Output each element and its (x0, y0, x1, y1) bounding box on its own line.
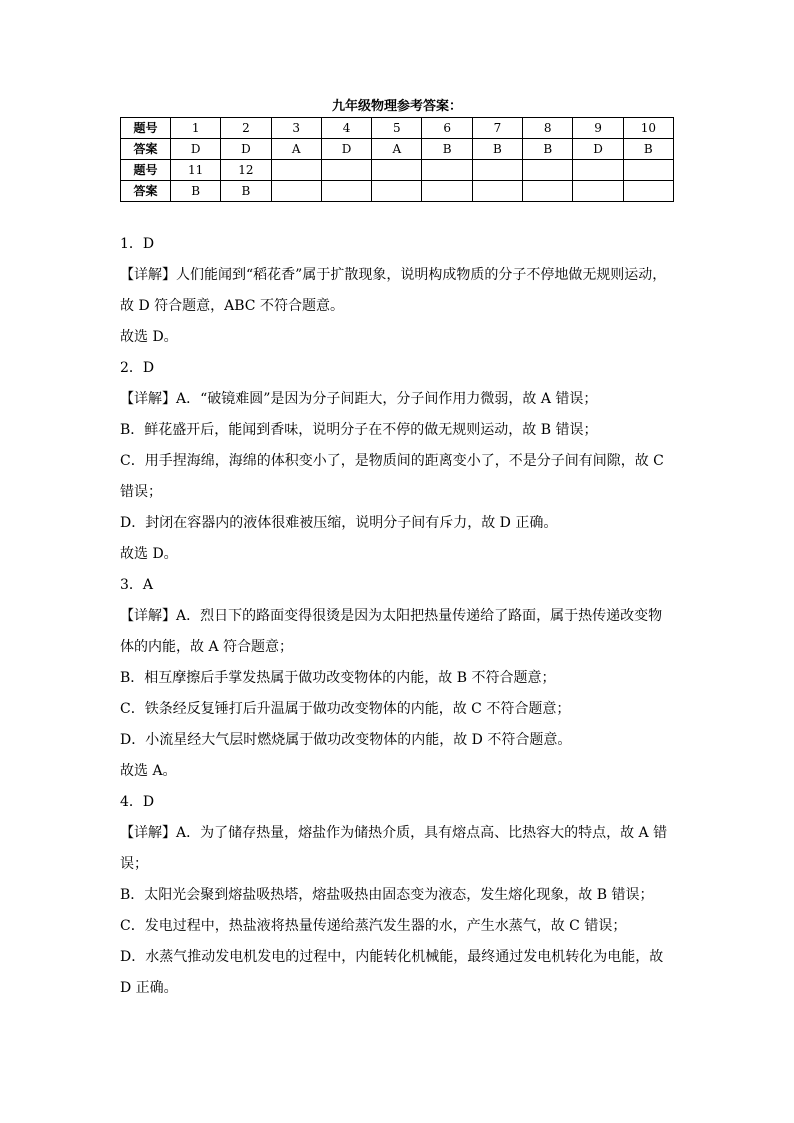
table-row (121, 139, 674, 160)
table-cell (573, 160, 623, 181)
table-cell: D (321, 139, 371, 160)
table-cell: B (422, 139, 472, 160)
table-cell: D (573, 139, 623, 160)
table-cell: B (171, 181, 221, 202)
table-cell: 5 (372, 118, 422, 139)
table-cell (472, 181, 522, 202)
table-cell: 2 (221, 118, 271, 139)
table-cell (271, 160, 321, 181)
table-cell: D (171, 139, 221, 160)
table-cell (372, 181, 422, 202)
answer-table (120, 117, 674, 202)
table-row (121, 160, 674, 181)
table-row (121, 181, 674, 202)
explanations (120, 229, 680, 1004)
text-line: 【详解】A．“破镜难圆”是因为分子间距大，分子间作用力微弱，故 A 错误； (120, 391, 598, 407)
table-cell (372, 160, 422, 181)
answer-key-title: 九年级物理参考答案： (331, 99, 462, 114)
text-line: D 正确。 (120, 980, 178, 996)
text-line: D．小流星经大气层时燃烧属于做功改变物体的内能，故 D 不符合题意。 (120, 732, 572, 748)
table-cell: 3 (271, 118, 321, 139)
row-header-cell: 答案 (121, 181, 171, 202)
text-line: D．水蒸气推动发电机发电的过程中，内能转化机械能，最终通过发电机转化为电能，故 (120, 949, 664, 965)
text-line: B．鲜花盛开后，能闻到香味，说明分子在不停的做无规则运动，故 B 错误； (120, 422, 598, 438)
table-cell: 10 (623, 118, 673, 139)
table-cell: 8 (523, 118, 573, 139)
text-line: 故 D 符合题意，ABC 不符合题意。 (120, 298, 344, 314)
table-cell (623, 181, 673, 202)
table-cell (321, 160, 371, 181)
text-line: C．发电过程中，热盐液将热量传递给蒸汽发生器的水，产生水蒸气，故 C 错误； (120, 918, 627, 934)
table-cell (422, 181, 472, 202)
text-line: 【详解】A．烈日下的路面变得很烫是因为太阳把热量传递给了路面，属于热传递改变物 (120, 608, 663, 624)
table-cell (271, 181, 321, 202)
row-header-cell: 题号 (121, 118, 171, 139)
text-line: 【详解】人们能闻到“稻花香”属于扩散现象，说明构成物质的分子不停地做无规则运动， (120, 267, 667, 283)
table-cell: B (623, 139, 673, 160)
text-line: 错误； (120, 484, 162, 500)
table-cell: D (221, 139, 271, 160)
table-cell: 6 (422, 118, 472, 139)
table-cell (472, 160, 522, 181)
text-line: 误； (120, 856, 148, 872)
text-line: 故选 D。 (120, 546, 178, 562)
text-line: 体的内能，故 A 符合题意； (120, 639, 294, 655)
table-cell (573, 181, 623, 202)
text-line: 2．D (120, 360, 155, 376)
answer-table-body (121, 118, 674, 202)
text-line: D．封闭在容器内的液体很难被压缩，说明分子间有斥力，故 D 正确。 (120, 515, 558, 531)
text-line: 【详解】A．为了储存热量，熔盐作为储热介质，具有熔点高、比热容大的特点，故 A 错 (120, 825, 668, 841)
row-header-cell: 答案 (121, 139, 171, 160)
table-cell: 12 (221, 160, 271, 181)
text-line: C．用手捏海绵，海绵的体积变小了，是物质间的距离变小了，不是分子间有间隙，故 C (120, 453, 664, 469)
text-line: 1．D (120, 236, 155, 252)
table-cell: 9 (573, 118, 623, 139)
table-cell: B (221, 181, 271, 202)
row-header-cell: 题号 (121, 160, 171, 181)
text-line: B．太阳光会聚到熔盐吸热塔，熔盐吸热由固态变为液态，发生熔化现象，故 B 错误； (120, 887, 654, 903)
table-cell (422, 160, 472, 181)
table-cell: 11 (171, 160, 221, 181)
text-line: B．相互摩擦后手掌发热属于做功改变物体的内能，故 B 不符合题意； (120, 670, 556, 686)
text-line: C．铁条经反复锤打后升温属于做功改变物体的内能，故 C 不符合题意； (120, 701, 571, 717)
table-cell: 7 (472, 118, 522, 139)
text-line: 4．D (120, 794, 155, 810)
table-cell: B (472, 139, 522, 160)
text-line: 故选 A。 (120, 763, 177, 779)
table-cell (623, 160, 673, 181)
text-line: 故选 D。 (120, 329, 178, 345)
table-cell: A (372, 139, 422, 160)
table-row (121, 118, 674, 139)
text-line: 3．A (120, 577, 154, 593)
table-cell: 1 (171, 118, 221, 139)
table-cell (523, 160, 573, 181)
table-cell: 4 (321, 118, 371, 139)
table-cell (321, 181, 371, 202)
table-cell: A (271, 139, 321, 160)
table-cell (523, 181, 573, 202)
table-cell: B (523, 139, 573, 160)
